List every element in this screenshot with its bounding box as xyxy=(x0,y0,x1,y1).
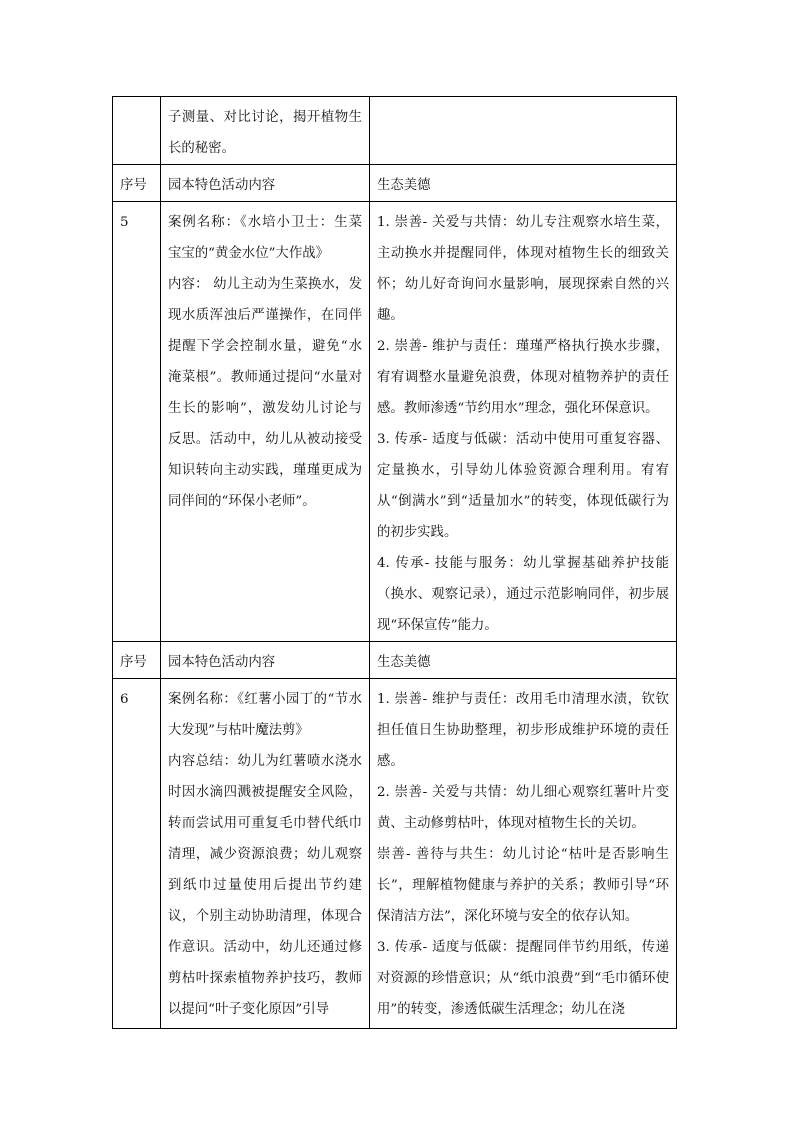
row6-virtue-cell xyxy=(370,679,677,1029)
row6-no: 6 xyxy=(120,692,129,707)
row5-virtue-2: 2. 崇善- 维护与责任：瑾瑾严格执行换水步骤，宥宥调整水量避免浪费，体现对植物养护的责任感。教师渗透“节约用水”理念，强化环保意识。 xyxy=(377,339,669,416)
row6-virtue-4: 3. 传承- 适度与低碳：提醒同伴节约用纸，传递对资源的珍惜意识；从“纸巾浪费”到“毛巾循环使用”的转变，渗透低碳生活理念；幼儿在浇 xyxy=(377,940,669,1017)
row6-virtue-1: 1. 崇善- 维护与责任：改用毛巾清理水渍，钦钦担任值日生协助整理，初步形成维护环境的责任感。 xyxy=(377,692,669,769)
table-row-6 xyxy=(113,679,677,1029)
continuation-no-cell xyxy=(113,97,161,165)
row5-no: 5 xyxy=(113,202,161,642)
row6-case-name: 案例名称：《红薯小园丁的“节水大发现”与枯叶魔法剪》 xyxy=(168,692,362,738)
row6-content: 内容总结：幼儿为红薯喷水浇水时因水滴四溅被提醒安全风险，转而尝试用可重复毛巾替代纸巾清理，减少资源浪费；幼儿观察到纸巾过量使用后提出节约建议，个别主动协助清理，体现合作意识。活动中，幼儿还通过修剪枯叶探索植物养护技巧，教师以提问“叶子变化原因”引导 xyxy=(168,754,362,1017)
row5-virtue-1: 1. 崇善- 关爱与共情：幼儿专注观察水培生菜，主动换水并提醒同伴，体现对植物生长的细致关怀；幼儿好奇询问水量影响，展现探索自然的兴趣。 xyxy=(377,215,669,323)
header-row-2 xyxy=(113,642,677,679)
eco-virtue-table xyxy=(112,96,677,1029)
row6-activity-cell xyxy=(161,679,370,1029)
row5-activity-cell xyxy=(161,202,370,642)
continuation-content: 子测量、对比讨论，揭开植物生长的秘密。 xyxy=(168,110,362,156)
continuation-virtue-cell xyxy=(370,97,677,165)
row5-case-name: 案例名称：《水培小卫士：生菜宝宝的“黄金水位”大作战》 xyxy=(168,215,362,261)
row6-virtue-clip xyxy=(377,684,669,1028)
row5-virtue-cell xyxy=(370,202,677,642)
row5-virtue-4: 4. 传承- 技能与服务：幼儿掌握基础养护技能（换水、观察记录），通过示范影响同伴，初步展现“环保宣传”能力。 xyxy=(377,556,669,633)
continuation-content-cell xyxy=(161,97,370,165)
header-row xyxy=(113,165,677,202)
header-virtue: 生态美德 xyxy=(370,165,677,202)
header-no: 序号 xyxy=(113,165,161,202)
header-activity: 园本特色活动内容 xyxy=(161,165,370,202)
header-virtue-2: 生态美德 xyxy=(370,642,677,679)
header-no-2: 序号 xyxy=(113,642,161,679)
row6-no-cell xyxy=(113,679,161,1029)
table-row-5 xyxy=(113,202,677,642)
row5-virtue-3: 3. 传承- 适度与低碳：活动中使用可重复容器、定量换水，引导幼儿体验资源合理利用。宥宥从“倒满水”到“适量加水”的转变，体现低碳行为的初步实践。 xyxy=(377,432,669,540)
row6-virtue-2: 2. 崇善- 关爱与共情：幼儿细心观察红薯叶片变黄、主动修剪枯叶，体现对植物生长的关切。 xyxy=(377,785,669,831)
row6-activity-clip xyxy=(168,684,362,1028)
row5-content: 内容： 幼儿主动为生菜换水，发现水质浑浊后严谨操作，在同伴提醒下学会控制水量，避免“水淹菜根”。教师通过提问“水量对生长的影响”，激发幼儿讨论与反思。活动中，幼儿从被动接受知识转向主动实践，瑾瑾更成为同伴间的“环保小老师”。 xyxy=(168,277,362,509)
row6-virtue-3: 崇善- 善待与共生：幼儿讨论“枯叶是否影响生长”，理解植物健康与养护的关系；教师引导“环保清洁方法”，深化环境与安全的依存认知。 xyxy=(377,847,669,924)
continuation-row xyxy=(113,97,677,165)
header-activity-2: 园本特色活动内容 xyxy=(161,642,370,679)
